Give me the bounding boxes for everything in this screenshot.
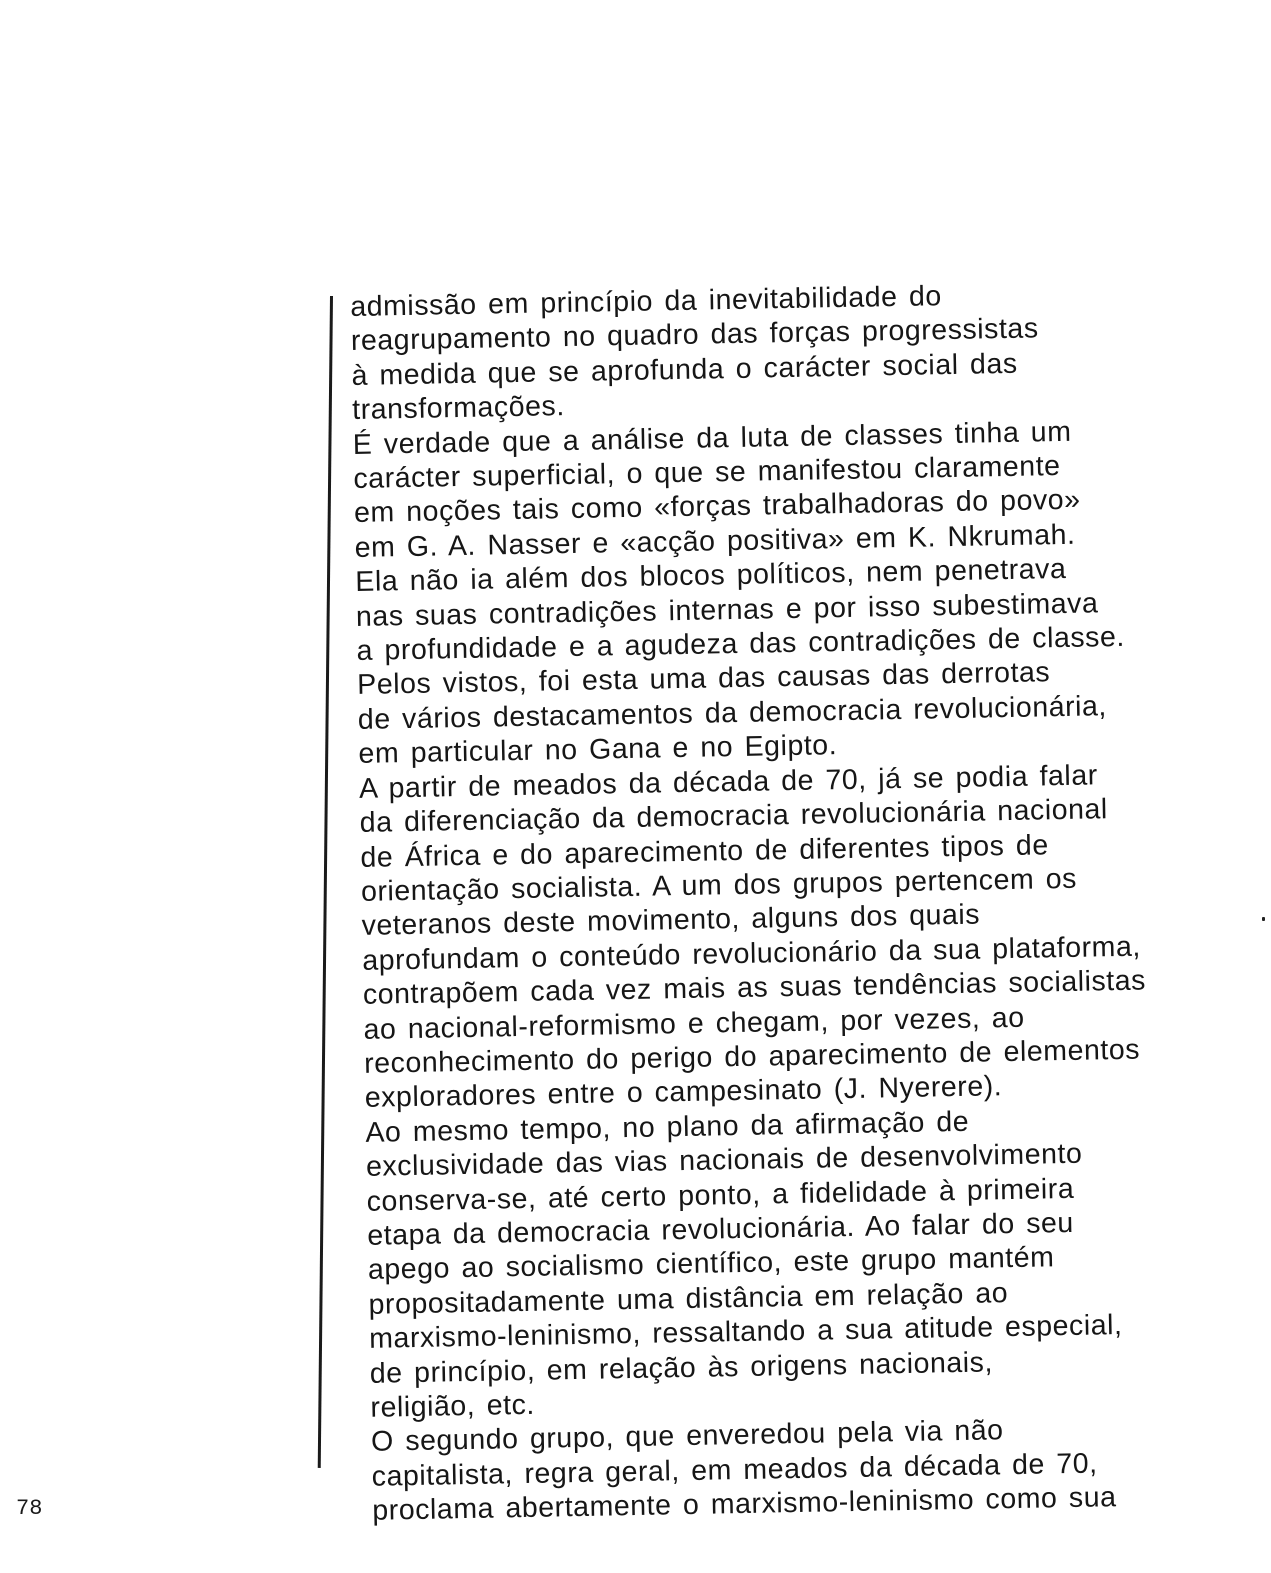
- text-line: nas suas contradições internas e por isso subestimava: [355, 586, 1099, 633]
- text-line: Ela não ia além dos blocos políticos, nem penetrava: [355, 553, 1067, 599]
- text-line: capitalista, regra geral, em meados da década de 70,: [371, 1447, 1098, 1493]
- text-line: da diferenciação da democracia revolucionária nacional: [359, 793, 1109, 840]
- text-line: de África e do aparecimento de diferentes tipos de: [360, 828, 1049, 874]
- text-line: conserva-se, até certo ponto, a fidelidade à primeira: [366, 1172, 1075, 1218]
- text-line: O segundo grupo, que enveredou pela via não: [370, 1414, 1004, 1459]
- text-line: marxismo-leninismo, ressaltando a sua atitude especial,: [368, 1309, 1123, 1356]
- text-line: exclusividade das vias nacionais de desenvolvimento: [365, 1137, 1083, 1184]
- scan-speck: [1262, 917, 1265, 921]
- text-line: contrapõem cada vez mais as suas tendências socialistas: [362, 964, 1147, 1012]
- text-line: em G. A. Nasser e «acção positiva» em K. Nkrumah.: [354, 518, 1076, 564]
- text-line: É verdade que a análise da luta de classes tinha um: [352, 415, 1072, 461]
- text-line: a profundidade e a agudeza das contradições de classe.: [356, 620, 1126, 667]
- text-line: transformações.: [351, 390, 566, 427]
- text-line: reagrupamento no quadro das forças progressistas: [350, 312, 1039, 358]
- text-line: religião, etc.: [370, 1388, 536, 1424]
- text-line: exploradores entre o campesinato (J. Nyerere).: [364, 1070, 1003, 1115]
- text-line: aprofundam o conteúdo revolucionário da sua plataforma,: [361, 930, 1142, 977]
- text-line: veteranos deste movimento, alguns dos quais: [361, 898, 981, 943]
- text-line: A partir de meados da década de 70, já se podia falar: [358, 759, 1099, 805]
- text-line: etapa da democracia revolucionária. Ao falar do seu: [367, 1206, 1075, 1252]
- text-line: Pelos vistos, foi esta uma das causas das derrotas: [356, 656, 1051, 702]
- text-line: à medida que se aprofunda o carácter social das: [351, 347, 1018, 392]
- text-line: admissão em princípio da inevitabilidade do: [350, 280, 943, 323]
- text-line: em noções tais como «forças trabalhadoras do povo»: [353, 484, 1081, 530]
- text-line: em particular no Gana e no Egipto.: [358, 729, 838, 771]
- text-line: de princípio, em relação às origens nacionais,: [369, 1345, 994, 1390]
- body-text: [350, 274, 1253, 1529]
- text-line: apego ao socialismo científico, este grupo mantém: [367, 1241, 1055, 1287]
- text-line: propositadamente uma distância em relação ao: [368, 1276, 1009, 1321]
- text-line: proclama abertamente o marxismo-leninismo como sua: [372, 1481, 1117, 1528]
- text-line: orientação socialista. A um dos grupos pertencem os: [360, 862, 1078, 908]
- page-number: 78: [16, 1496, 43, 1521]
- text-line: Ao mesmo tempo, no plano da afirmação de: [365, 1105, 970, 1149]
- text-line: reconhecimento do perigo do aparecimento de elementos: [363, 1033, 1141, 1080]
- text-line: de vários destacamentos da democracia revolucionária,: [357, 690, 1108, 736]
- margin-rule: [318, 296, 333, 1468]
- text-line: carácter superficial, o que se manifestou claramente: [353, 450, 1061, 495]
- text-line: ao nacional-reformismo e chegam, por vezes, ao: [363, 1001, 1025, 1046]
